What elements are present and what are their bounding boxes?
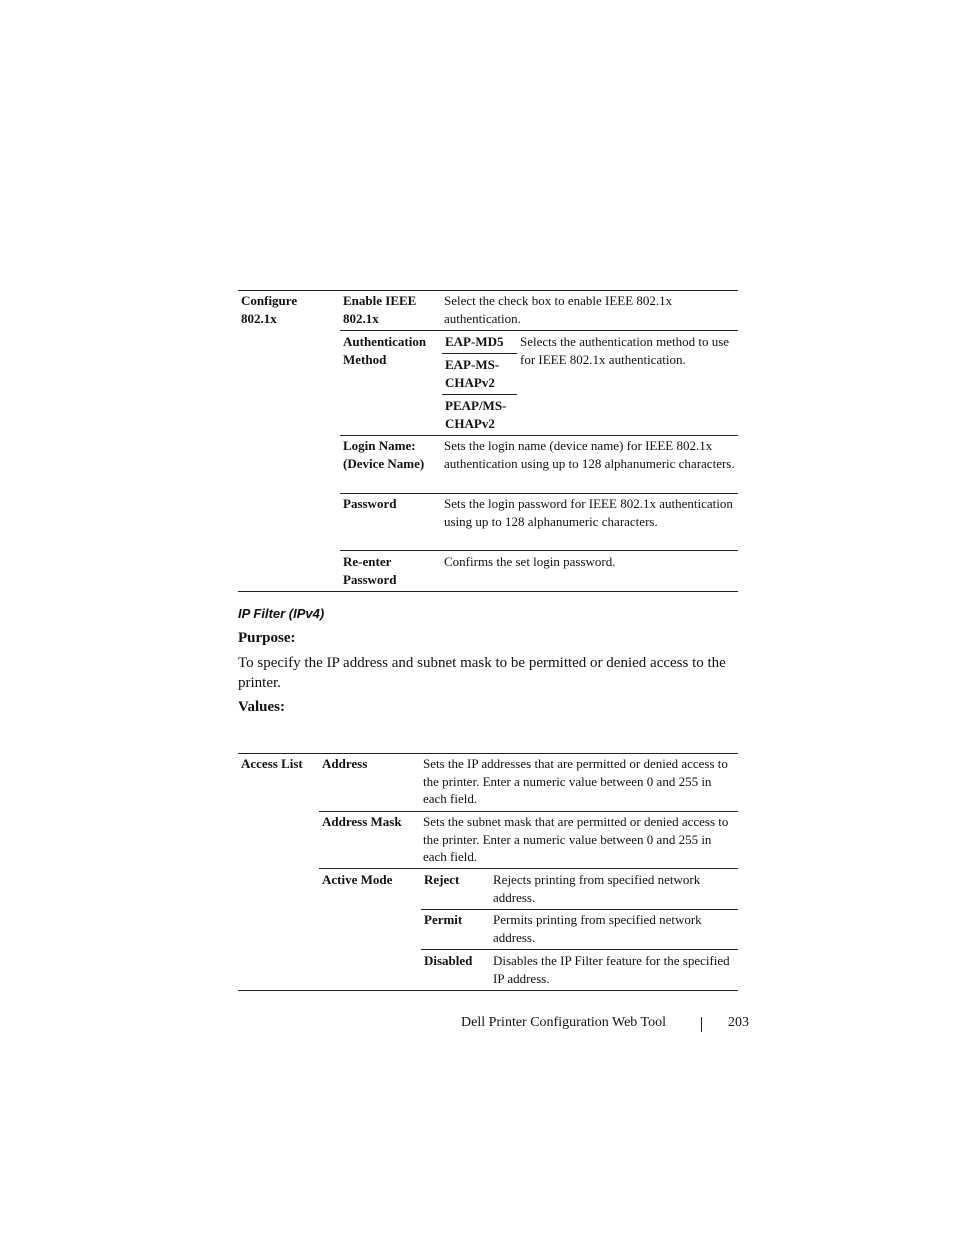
option-rule [421,909,738,910]
row-rule [340,330,738,331]
row-desc-mask: Sets the subnet mask that are permitted or denied access to the printer. Enter a numeric value between 0 and 255 in each field. [423,814,729,864]
purpose-text: To specify the IP address and subnet mask to be permitted or denied access to the printer. [238,655,726,691]
group-label: Access List [241,756,303,771]
group-label: Configure 802.1x [241,293,298,326]
footer-title: Dell Printer Configuration Web Tool [461,1015,667,1030]
row-desc-login: Sets the login name (device name) for IEEE 802.1x authentication using up to 128 alphanumeric characters. [444,438,735,471]
table-bottom-rule [238,591,738,592]
option-rule [442,353,517,354]
row-label-address: Address [322,756,368,771]
mode-option-permit: Permit [424,912,463,927]
row-label-password: Password [343,496,397,511]
row-label-login: Login Name: (Device Name) [343,438,425,471]
row-desc-address: Sets the IP addresses that are permitted or denied access to the printer. Enter a numeric value between 0 and 255 in each field. [423,756,728,806]
table-bottom-rule [238,990,738,991]
row-rule [319,868,738,869]
row-label-mode: Active Mode [322,872,393,887]
auth-option-eap-md5: EAP-MD5 [445,334,504,349]
row-desc-password: Sets the login password for IEEE 802.1x authentication using up to 128 alphanumeric characters. [444,496,733,529]
row-rule [340,550,738,551]
mode-desc-permit: Permits printing from specified network address. [493,912,702,945]
row-desc-reenter: Confirms the set login password. [444,554,616,569]
row-label-auth: Authentication Method [343,334,427,367]
values-label: Values: [238,699,285,715]
option-rule [442,394,517,395]
section-heading: IP Filter (IPv4) [238,606,325,621]
configure-8021x-table [238,290,738,592]
mode-option-reject: Reject [424,872,460,887]
row-desc-enable: Select the check box to enable IEEE 802.1x authentication. [444,293,673,326]
option-rule [421,949,738,950]
row-label-reenter: Re-enter Password [343,554,397,587]
page-number: 203 [728,1015,749,1030]
mode-option-disabled: Disabled [424,953,473,968]
purpose-label: Purpose: [238,630,296,646]
table-top-rule [238,290,738,291]
row-label-mask: Address Mask [322,814,402,829]
mode-desc-reject: Rejects printing from specified network address. [493,872,701,905]
row-label-enable: Enable IEEE 802.1x [343,293,417,326]
auth-option-peap-ms-chapv2: PEAP/MS-CHAPv2 [445,398,507,431]
auth-option-eap-ms-chapv2: EAP-MS-CHAPv2 [445,357,500,390]
row-rule [340,493,738,494]
row-desc-auth: Selects the authentication method to use for IEEE 802.1x authentication. [520,334,730,367]
access-list-table [238,753,738,991]
row-rule [340,435,738,436]
row-rule [319,811,738,812]
table-top-rule [238,753,738,754]
footer-separator [701,1017,702,1032]
mode-desc-disabled: Disables the IP Filter feature for the specified IP address. [493,953,730,986]
